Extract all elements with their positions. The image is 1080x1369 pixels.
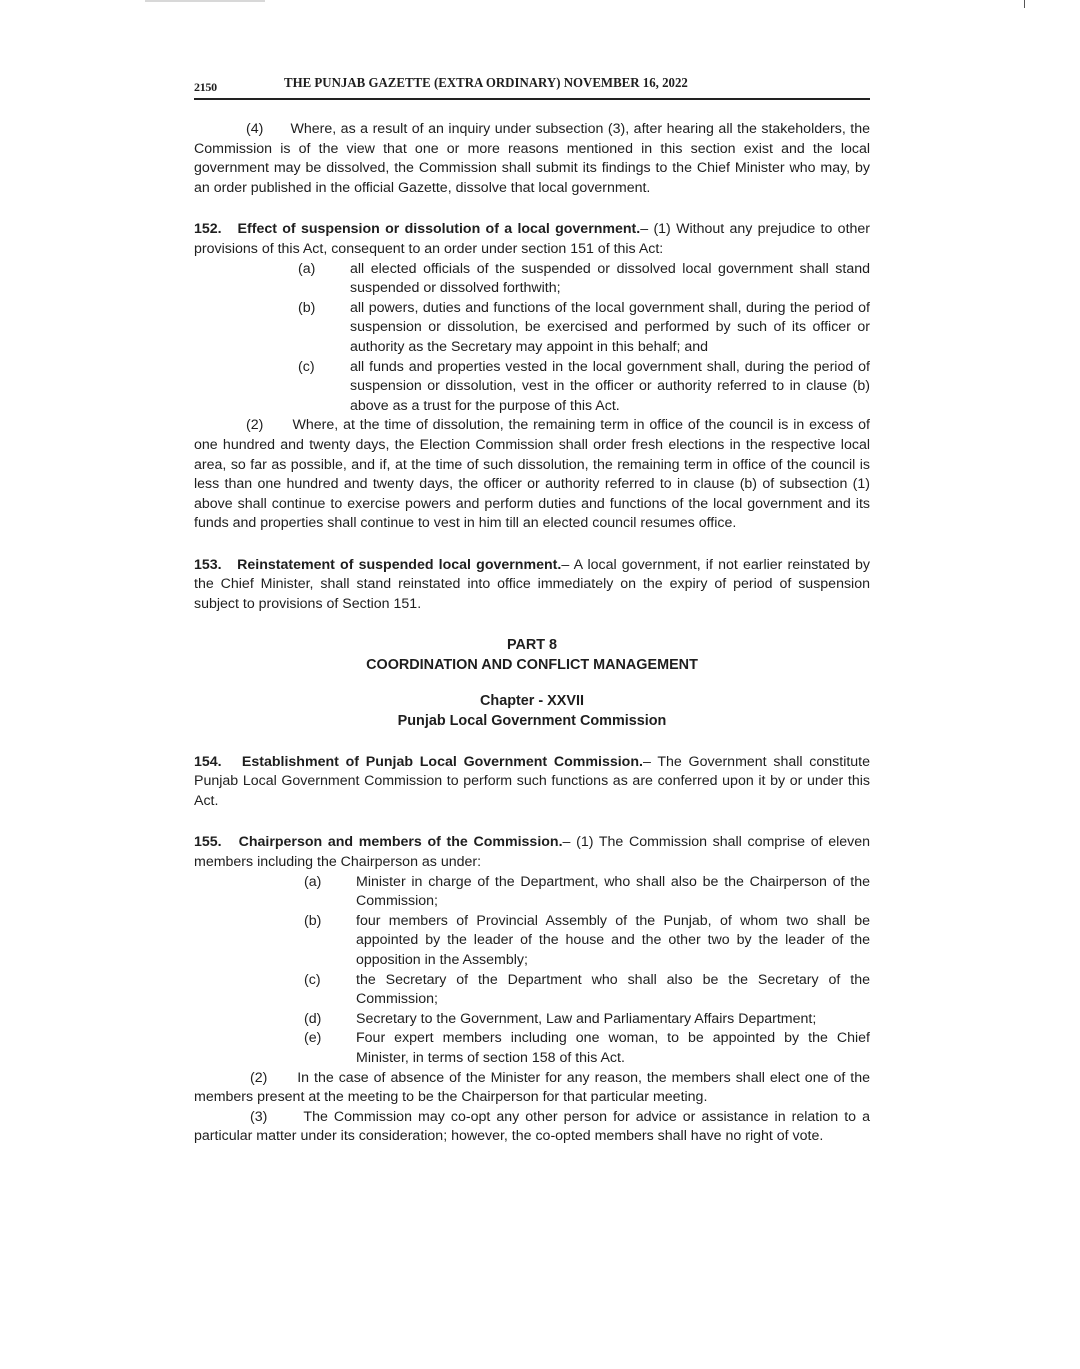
clause-label: (d) — [304, 1010, 322, 1027]
section-heading: Effect of suspension or dissolution of a local government. — [237, 221, 641, 238]
section-number: 155. — [194, 834, 222, 851]
clause-label: (b) — [304, 912, 322, 929]
section-number: 152. — [194, 221, 222, 238]
subsection-text: Where, as a result of an inquiry under subsection (3), after hearing all the stakeholders, the Commission is of the view that one or more reasons mentioned in this section exist and the local government may be dissolved, the Commission shall submit its findings to the Chief Minister who may, by an order published in the official Gazette, dissolve that local government. — [194, 121, 870, 196]
section-152-clauses — [298, 260, 870, 417]
section-heading: Establishment of Punjab Local Government Commission. — [241, 753, 643, 770]
subsection-label: (4) — [246, 121, 264, 137]
clause-label: (e) — [304, 1030, 322, 1047]
section-number: 154. — [194, 753, 222, 770]
clause-text: all powers, duties and functions of the local government shall, during the period of suspension or dissolution, be exercised and performed by such of its officer or authority as the Secretary may appoint in this behalf; and — [350, 299, 870, 355]
clause-item — [304, 971, 870, 1010]
subsection-text: In the case of absence of the Minister for any reason, the members shall elect one of the members present at the meeting to be the Chairperson for that particular meeting. — [194, 1069, 870, 1106]
clause-text: all elected officials of the suspended or dissolved local government shall stand suspended or dissolved forthwith; — [350, 260, 870, 297]
clause-item — [304, 1010, 870, 1030]
section-intro: (1) The Commission shall comprise of eleven members including the Chairperson as under: — [194, 834, 871, 871]
clause-label: (c) — [298, 358, 315, 375]
clause-text: all funds and properties vested in the local government shall, during the period of suspension or dissolution, vest in the officer or authority referred to in clause (b) above as a trust for the purpose of this Act. — [350, 358, 870, 414]
clause-item — [304, 912, 870, 971]
heading-dash: – — [640, 221, 649, 238]
section-155-subsection-3 — [194, 1108, 870, 1147]
section-text: The Government shall constitute Punjab Local Government Commission to perform such functions as are conferred upon it by or under this Act. — [194, 753, 871, 809]
clause-label: (b) — [298, 299, 316, 316]
clause-item — [304, 1029, 870, 1068]
section-155-intro — [194, 833, 870, 872]
part-subtitle: COORDINATION AND CONFLICT MANAGEMENT — [366, 656, 698, 673]
subsection-text: Where, at the time of dissolution, the remaining term in office of the council is in excess of one hundred and twenty days, the Election Commission shall order fresh elections in the respective local area, so far as possible, and if, at the time of such dissolution, the remaining term in office of the council is less than one hundred and twenty days, the officer or authority referred to in clause (b) of subsection (1) above shall continue to exercise powers and perform duties and functions of the local government and its funds and properties shall continue to vest in him till an elected council resumes office. — [194, 417, 870, 532]
subsection-label: (2) — [246, 417, 264, 434]
chapter-heading — [194, 691, 870, 731]
chapter-title: Chapter - XXVII — [480, 692, 584, 709]
subsection-label: (3) — [250, 1108, 268, 1125]
section-153 — [194, 556, 870, 615]
clause-text: the Secretary of the Department who shall also be the Secretary of the Commission; — [356, 971, 870, 1008]
gazette-page — [194, 76, 870, 1147]
heading-dash: – — [561, 556, 570, 573]
section-152-subsection-2 — [194, 416, 870, 534]
section-152-intro — [194, 220, 870, 259]
section-heading: Chairperson and members of the Commission. — [238, 834, 563, 851]
clause-label: (a) — [298, 260, 316, 277]
section-155-clauses — [304, 873, 870, 1069]
clause-text: four members of Provincial Assembly of the Punjab, of whom two shall be appointed by the leader of the house and the other two by the leader of the opposition in the Assembly; — [356, 912, 870, 968]
part-heading — [194, 635, 870, 675]
clause-label: (a) — [304, 873, 322, 890]
gazette-title: THE PUNJAB GAZETTE (EXTRA ORDINARY) NOVEMBER 16, 2022 — [284, 76, 688, 91]
scan-artifact-right — [1024, 0, 1025, 8]
heading-dash: – — [642, 753, 651, 770]
section-text: A local government, if not earlier reinstated by the Chief Minister, shall stand reinstated into office immediately on the expiry of period of suspension subject to provisions of Section 151. — [194, 556, 871, 613]
clause-text: Minister in charge of the Department, who shall also be the Chairperson of the Commission; — [356, 873, 870, 910]
clause-item — [298, 299, 870, 358]
clause-text: Four expert members including one woman, to be appointed by the Chief Minister, in terms of section 158 of this Act. — [356, 1030, 870, 1066]
section-155-subsection-2 — [194, 1069, 870, 1108]
section-intro: (1) Without any prejudice to other provisions of this Act, consequent to an order under section 151 of this Act: — [194, 221, 871, 257]
chapter-subtitle: Punjab Local Government Commission — [397, 712, 667, 729]
clause-item — [304, 873, 870, 912]
clause-item — [298, 358, 870, 417]
subsection-text: The Commission may co-opt any other person for advice or assistance in relation to a particular matter under its consideration; however, the co-opted members shall have no right of vote. — [194, 1108, 870, 1145]
page-number: 2150 — [194, 80, 217, 94]
section-number: 153. — [194, 556, 222, 573]
section-heading: Reinstatement of suspended local government. — [237, 556, 562, 573]
clause-label: (c) — [304, 971, 321, 988]
clause-text: Secretary to the Government, Law and Parliamentary Affairs Department; — [356, 1010, 817, 1027]
header-rule — [194, 98, 870, 100]
scan-artifact-top — [145, 0, 265, 2]
subsection-label: (2) — [250, 1069, 268, 1086]
section-151-subsection-4 — [194, 120, 870, 198]
section-154 — [194, 753, 870, 812]
part-title: PART 8 — [506, 636, 558, 653]
heading-dash: – — [562, 834, 571, 851]
page-header — [194, 76, 870, 98]
clause-item — [298, 260, 870, 299]
